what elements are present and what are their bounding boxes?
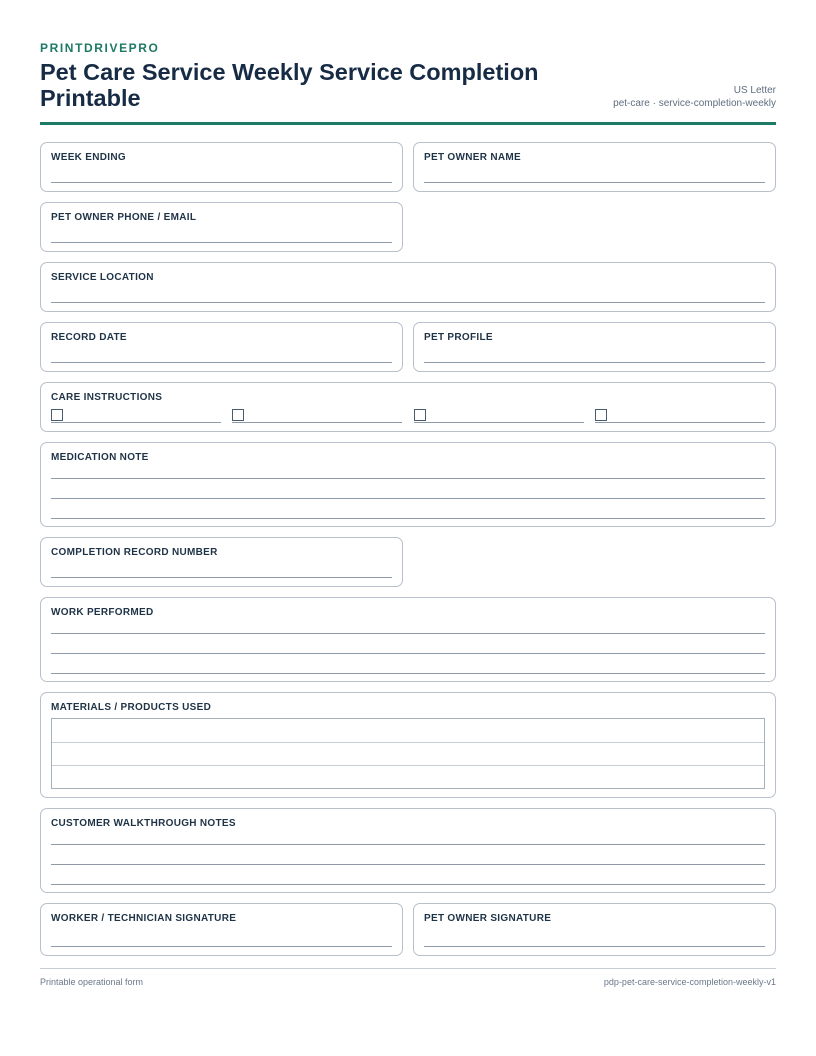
care-instructions-field — [40, 382, 776, 432]
paper-size: US Letter — [733, 85, 776, 96]
checkbox-icon[interactable] — [232, 409, 244, 421]
pet-owner-name-line[interactable] — [424, 182, 765, 183]
completion-record-number-line[interactable] — [51, 577, 392, 578]
record-date-field[interactable] — [40, 322, 403, 372]
footer-rule — [40, 968, 776, 969]
footer-form-id: pdp-pet-care-service-completion-weekly-v1 — [603, 977, 776, 987]
pet-owner-name-label: PET OWNER NAME — [424, 152, 521, 163]
walkthrough-notes-line-2[interactable] — [51, 864, 765, 865]
page-title: Pet Care Service Weekly Service Completion Printable — [40, 59, 539, 111]
document-slug: pet-care · service-completion-weekly — [613, 98, 776, 109]
pet-profile-label: PET PROFILE — [424, 332, 493, 343]
checkbox-icon[interactable] — [414, 409, 426, 421]
owner-signature-line[interactable] — [424, 946, 765, 947]
checkbox-icon[interactable] — [595, 409, 607, 421]
pet-profile-field[interactable] — [413, 322, 776, 372]
work-performed-line-3[interactable] — [51, 673, 765, 674]
walkthrough-notes-line-1[interactable] — [51, 844, 765, 845]
completion-record-number-label: COMPLETION RECORD NUMBER — [51, 547, 218, 558]
work-performed-label: WORK PERFORMED — [51, 607, 154, 618]
materials-table[interactable] — [51, 718, 765, 789]
work-performed-field[interactable] — [40, 597, 776, 682]
materials-used-label: MATERIALS / PRODUCTS USED — [51, 702, 212, 713]
service-location-line[interactable] — [51, 302, 765, 303]
worker-signature-field[interactable] — [40, 903, 403, 956]
record-date-line[interactable] — [51, 362, 392, 363]
care-option-4[interactable] — [595, 409, 765, 423]
footer-left-text: Printable operational form — [40, 977, 144, 987]
care-instructions-options — [51, 409, 765, 423]
week-ending-field[interactable] — [40, 142, 403, 192]
medication-note-label: MEDICATION NOTE — [51, 452, 149, 463]
pet-profile-line[interactable] — [424, 362, 765, 363]
care-option-3[interactable] — [414, 409, 584, 423]
pet-owner-contact-line[interactable] — [51, 242, 392, 243]
materials-used-field — [40, 692, 776, 798]
week-ending-line[interactable] — [51, 182, 392, 183]
header-rule — [40, 122, 776, 125]
materials-table-divider — [52, 742, 764, 743]
care-instructions-label: CARE INSTRUCTIONS — [51, 392, 163, 403]
walkthrough-notes-field[interactable] — [40, 808, 776, 893]
checkbox-icon[interactable] — [51, 409, 63, 421]
document-meta — [613, 84, 776, 110]
pet-owner-name-field[interactable] — [413, 142, 776, 192]
brand-name: PRINTDRIVEPRO — [40, 41, 160, 55]
service-location-label: SERVICE LOCATION — [51, 272, 154, 283]
form-page — [40, 0, 776, 1056]
worker-signature-line[interactable] — [51, 946, 392, 947]
medication-note-line-1[interactable] — [51, 478, 765, 479]
work-performed-line-2[interactable] — [51, 653, 765, 654]
owner-signature-field[interactable] — [413, 903, 776, 956]
care-option-2[interactable] — [232, 409, 402, 423]
service-location-field[interactable] — [40, 262, 776, 312]
medication-note-line-2[interactable] — [51, 498, 765, 499]
pet-owner-contact-label: PET OWNER PHONE / EMAIL — [51, 212, 197, 223]
week-ending-label: WEEK ENDING — [51, 152, 126, 163]
care-option-1[interactable] — [51, 409, 221, 423]
worker-signature-label: WORKER / TECHNICIAN SIGNATURE — [51, 913, 237, 924]
work-performed-line-1[interactable] — [51, 633, 765, 634]
medication-note-line-3[interactable] — [51, 518, 765, 519]
completion-record-number-field[interactable] — [40, 537, 403, 587]
pet-owner-contact-field[interactable] — [40, 202, 403, 252]
owner-signature-label: PET OWNER SIGNATURE — [424, 913, 552, 924]
materials-table-divider — [52, 765, 764, 766]
walkthrough-notes-label: CUSTOMER WALKTHROUGH NOTES — [51, 818, 236, 829]
medication-note-field[interactable] — [40, 442, 776, 527]
walkthrough-notes-line-3[interactable] — [51, 884, 765, 885]
record-date-label: RECORD DATE — [51, 332, 127, 343]
